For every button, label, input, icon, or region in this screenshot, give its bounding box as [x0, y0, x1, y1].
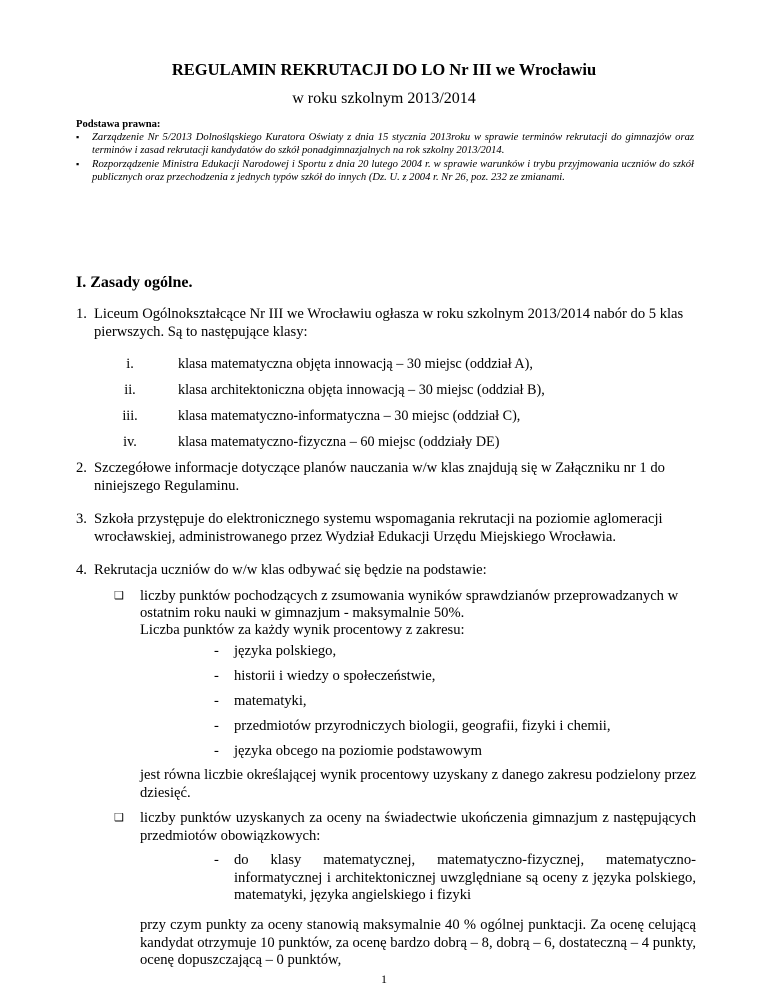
point-text: Rekrutacja uczniów do w/w klas odbywać się będzie na podstawie: [94, 562, 487, 578]
section-heading: I. Zasady ogólne. [76, 274, 193, 291]
point-number: 1. [76, 306, 87, 322]
point-number: 4. [76, 562, 87, 578]
class-number: iv. [123, 434, 137, 450]
legal-basis-item: ▪ Zarządzenie Nr 5/2013 Dolnośląskiego Kuratora Oświaty z dnia 15 stycznia 2013roku w sprawie terminów rekrutacji do gimnazjów oraz terminów i zasad rekrutacji kandydatów do szkół ponadgimnazjalnych na rok szkolny 2013/2014. [76, 131, 694, 157]
criterion-text: liczby punktów pochodzących z zsumowania wyników sprawdzianów przeprowadzanych w [140, 588, 679, 604]
page-number: 1 [381, 972, 387, 986]
subject-item: przedmiotów przyrodniczych biologii, geografii, fizyki i chemii, [234, 718, 611, 734]
subject-item: matematyki, [234, 693, 307, 709]
legal-basis-list [76, 131, 694, 184]
dash-bullet: - [214, 718, 219, 734]
class-text: klasa architektoniczna objęta innowacją – 30 miejsc (oddział B), [178, 382, 545, 398]
point-text: Szczegółowe informacje dotyczące planów nauczania w/w klas znajdują się w Załączniku nr 1 do niniejszego Regulaminu. [94, 460, 665, 494]
class-text: klasa matematyczno-fizyczna – 60 miejsc (oddziały DE) [178, 434, 500, 450]
class-number: i. [126, 356, 134, 372]
dash-bullet: - [214, 643, 219, 659]
dash-bullet: - [214, 668, 219, 684]
criterion-text: Liczba punktów za każdy wynik procentowy z zakresu: [140, 622, 465, 638]
dash-bullet: - [214, 743, 219, 759]
legal-basis [76, 118, 694, 184]
checkbox-bullet-icon: ❑ [114, 590, 124, 602]
grades-subjects-text: do klasy matematycznej, matematyczno-fizycznej, matematyczno-informatycznej i architektonicznej uwzględniane są oceny z języka polskiego, matematyki, języka angielskiego i fizyki [234, 852, 696, 903]
point-text: Liceum Ogólnokształcące Nr III we Wrocławiu ogłasza w roku szkolnym 2013/2014 nabór do 5 klas pierwszych. Są to następujące klasy: [94, 306, 684, 340]
document-subtitle: w roku szkolnym 2013/2014 [292, 90, 476, 107]
dash-bullet: - [214, 852, 219, 868]
class-text: klasa matematyczna objęta innowacją – 30 miejsc (oddział A), [178, 356, 533, 372]
document-title: REGULAMIN REKRUTACJI DO LO Nr III we Wrocławiu [171, 60, 597, 79]
criterion-text: jest równa liczbie określającej wynik procentowy uzyskany z danego zakresu podzielony przez dziesięć. [140, 767, 696, 801]
legal-basis-heading: Podstawa prawna: [76, 119, 161, 130]
point-text: Szkoła przystępuje do elektronicznego systemu wspomagania rekrutacji na poziomie aglomeracji wrocławskiej, administrowanego przez Wydział Edukacji Urzędu Miejskiego Wrocławia. [94, 511, 663, 545]
dash-bullet: - [214, 693, 219, 709]
subject-item: historii i wiedzy o społeczeństwie, [234, 668, 436, 684]
criterion-text: ostatnim roku nauki w gimnazjum - maksymalnie 50%. [140, 605, 465, 621]
checkbox-bullet-icon: ❑ [114, 812, 124, 824]
point-number: 3. [76, 511, 87, 527]
class-number: ii. [124, 382, 136, 398]
subject-item: języka polskiego, [234, 643, 337, 659]
legal-basis-item: ▪ Rozporządzenie Ministra Edukacji Narodowej i Sportu z dnia 20 lutego 2004 r. w sprawie warunków i trybu przyjmowania uczniów do szkół publicznych oraz przechodzenia z jednych typów szkół do innych (Dz. U. z 2004 r. Nr 26, poz. 232 ze zmianami. [76, 158, 694, 184]
criterion-text: przy czym punkty za oceny stanowią maksymalnie 40 % ogólnej punktacji. Za ocenę celującą kandydat otrzymuje 10 punktów, za ocenę bardzo dobrą – 8, dobrą – 6, dostateczną – 4 punkty, ocenę dopuszczającą – 0 punktów, [140, 917, 696, 968]
point-number: 2. [76, 460, 87, 476]
class-text: klasa matematyczno-informatyczna – 30 miejsc (oddział C), [178, 408, 521, 424]
subject-item: języka obcego na poziomie podstawowym [234, 743, 483, 759]
criterion-text: liczby punktów uzyskanych za oceny na świadectwie ukończenia gimnazjum z następujących przedmiotów obowiązkowych: [140, 810, 696, 844]
class-number: iii. [122, 408, 138, 424]
